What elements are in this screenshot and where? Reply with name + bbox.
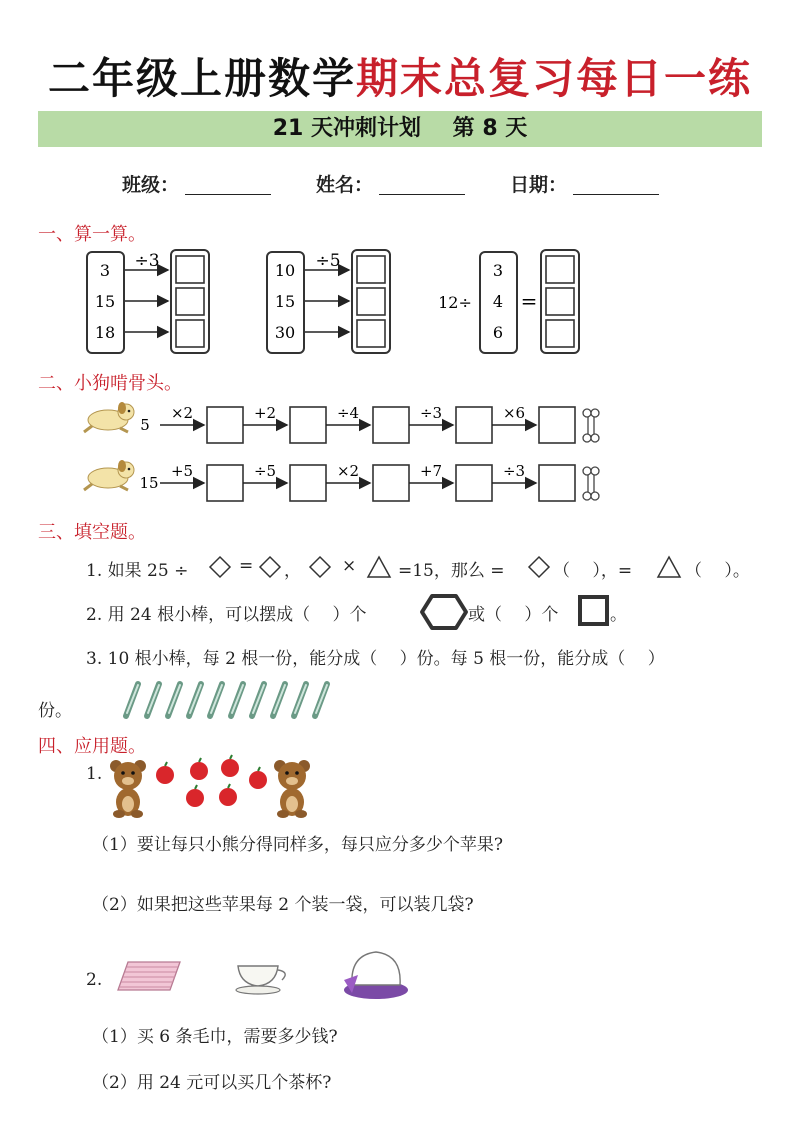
answer-box[interactable] [207,407,243,443]
name-label: 姓名： [316,174,374,196]
operator-label: ÷3 [134,251,160,271]
fill-q1-part-c: ， [284,561,301,581]
diamond-icon [529,557,549,577]
hat-icon [344,952,408,999]
dog-icon [84,460,134,490]
answer-box[interactable] [539,407,575,443]
app-q2-sub2: （2）用 24 元可以买几个茶杯? [92,1073,332,1093]
dog-icon [84,402,134,432]
title-red: 期末总复习每日一练 [356,54,753,103]
division-prefix: 12÷ [438,293,472,312]
fill-q1-part-f: （ ），= [553,561,633,581]
answer-box[interactable] [456,465,492,501]
answer-box[interactable] [373,407,409,443]
calc-group-3 [438,250,579,353]
hexagon-icon [422,596,466,628]
op-label: ×6 [502,404,526,422]
fill-q1-part-b: = [239,556,254,576]
date-label: 日期： [510,174,568,196]
section-app-heading: 四、应用题。 [38,736,146,757]
operator-label: ÷5 [315,251,341,271]
app-q1-number: 1. [86,764,103,784]
answer-box[interactable] [207,465,243,501]
answer-box[interactable] [176,256,204,283]
op-label: +5 [170,462,194,480]
app-q2-sub1: （1）买 6 条毛巾，需要多少钱? [92,1027,338,1047]
number: 10 [274,261,296,280]
class-label: 班级： [122,174,180,196]
op-label: ÷3 [419,404,443,422]
answer-box[interactable] [373,465,409,501]
diamond-icon [310,557,330,577]
triangle-icon [368,557,390,577]
answer-box[interactable] [176,320,204,347]
number: 3 [492,261,504,280]
answer-box[interactable] [357,256,385,283]
towel-icon [118,962,180,990]
bone-icon [583,467,599,500]
number: 18 [94,323,116,342]
plan-label: 21 天冲刺计划 [272,116,421,141]
diamond-icon [210,557,230,577]
app-q2-number: 2. [86,970,103,990]
bear-icon [274,760,310,818]
answer-box[interactable] [539,465,575,501]
sticks-icon [126,684,327,716]
section-calc-heading: 一、算一算。 [38,224,146,245]
answer-box[interactable] [176,288,204,315]
teacup-icon [236,966,285,994]
number: 15 [94,292,116,311]
app-q1-sub2: （2）如果把这些苹果每 2 个装一袋，可以装几袋? [92,895,474,915]
triangle-icon [658,557,680,577]
answer-box[interactable] [546,288,574,315]
answer-box[interactable] [456,407,492,443]
answer-box[interactable] [357,288,385,315]
op-label: +2 [253,404,277,422]
bear-icon [110,760,146,818]
number: 4 [492,292,504,311]
answer-box[interactable] [357,320,385,347]
answer-box[interactable] [546,320,574,347]
fill-q1-part-g: （ ）。 [685,561,750,581]
fill-q3-part-b: 份。 [38,701,72,721]
start-number: 15 [139,474,159,492]
number: 15 [274,292,296,311]
square-icon [580,597,607,624]
fill-q1-part-e: =15，那么 = [398,561,505,581]
calc-group-1 [87,250,209,353]
answer-box[interactable] [290,465,326,501]
apples-icon [156,755,267,807]
op-label: +7 [419,462,443,480]
section-fill-heading: 三、填空题。 [38,522,146,543]
op-label: ×2 [336,462,360,480]
title-black: 二年级上册数学 [47,54,356,103]
dog-row-2 [84,460,599,501]
start-number: 5 [140,416,150,434]
op-label: ×2 [170,404,194,422]
fill-q2-part-c: 。 [610,605,627,625]
bone-icon [583,409,599,442]
number: 30 [274,323,296,342]
fill-q2-part-a: 2. 用 24 根小棒，可以摆成（ ）个 [86,605,367,625]
number: 3 [99,261,111,280]
dog-row-1 [84,402,599,443]
section-dog-heading: 二、小狗啃骨头。 [38,373,182,394]
diamond-icon [260,557,280,577]
answer-box[interactable] [290,407,326,443]
op-label: ÷4 [336,404,360,422]
op-label: ÷5 [253,462,277,480]
answer-box[interactable] [546,256,574,283]
fill-q1-part-a: 1. 如果 25 ÷ [86,561,189,581]
app-q1-sub1: （1）要让每只小熊分得同样多，每只应分多少个苹果? [92,835,503,855]
number: 6 [492,323,504,342]
equals-sign: = [520,289,538,313]
op-label: ÷3 [502,462,526,480]
fill-q2-part-b: 或（ ）个 [468,605,559,625]
day-label: 第 8 天 [452,116,528,141]
calc-group-2 [267,250,390,353]
fill-q3-part-a: 3. 10 根小棒，每 2 根一份，能分成（ ）份。每 5 根一份，能分成（ ） [86,649,665,669]
fill-q1-part-d: × [342,556,357,576]
